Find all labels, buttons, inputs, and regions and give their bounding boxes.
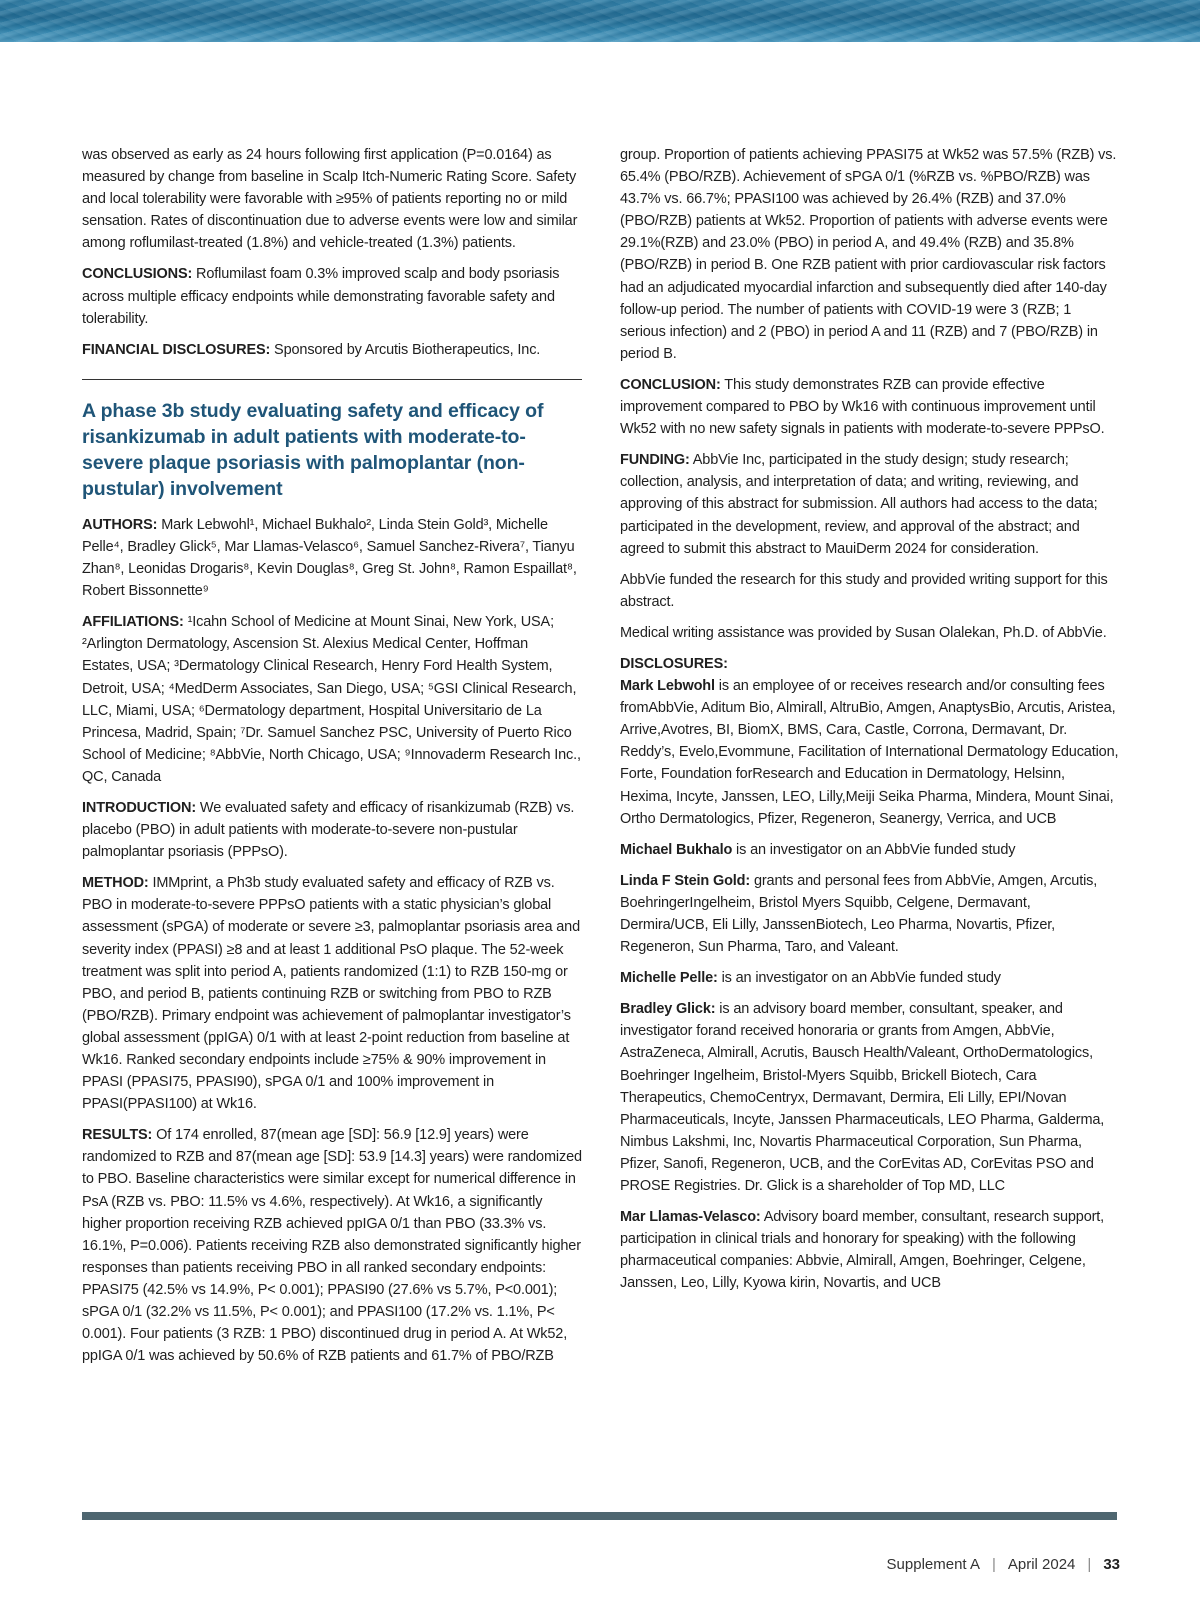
financial-disclosures: FINANCIAL DISCLOSURES: Sponsored by Arcutis Biotherapeutics, Inc.	[82, 341, 541, 358]
disclosure-pelle: Michelle Pelle: is an investigator on an AbbVie funded study	[620, 970, 1001, 987]
previous-abstract-results: was observed as early as 24 hours following first application (P=0.0164) as measured by change from baseline in Scalp Itch-Numeric Rating Score. Safety and local tolerability were favorable with ≥95% of patients reporting no or mild sensation. Rates of discontinuation due to adverse events were low and similar among roflumilast-treated (1.8%) and vehicle-treated (1.3%) patients.	[82, 147, 578, 252]
section-divider	[82, 379, 582, 380]
funding-statement: AbbVie funded the research for this study and provided writing support for this abstract.	[620, 571, 1108, 610]
funding-label: FUNDING:	[620, 452, 690, 469]
disclosures-heading: DISCLOSURES:	[620, 655, 728, 672]
bottom-rule	[82, 1512, 1117, 1520]
disclosure-bukhalo: Michael Bukhalo is an investigator on an AbbVie funded study	[620, 841, 1016, 858]
writing-assistance: Medical writing assistance was provided by Susan Olalekan, Ph.D. of AbbVie.	[620, 624, 1107, 641]
header-ocean-banner	[0, 0, 1200, 42]
disclosure-stein-gold: Linda F Stein Gold: grants and personal fees from AbbVie, Amgen, Arcutis, BoehringerIngelheim, Bristol Myers Squibb, Celgene, Dermavant, Dermira/UCB, Eli Lilly, JanssenBiotech, Leo Pharma, Novartis, Pfizer, Regeneron, Sun Pharma, Taro, and Valeant.	[620, 872, 1098, 956]
affiliations: AFFILIATIONS: ¹Icahn School of Medicine at Mount Sinai, New York, USA; ²Arlington Dermatology, Ascension St. Alexius Medical Center, Hoffman Estates, USA; ³Dermatology Clinical Research, Henry Ford Health System, Detroit, USA; ⁴MedDerm Associates, San Diego, USA; ⁵GSI Clinical Research, LLC, Miami, USA; ⁶Dermatology department, Hospital Universitario de La Princesa, Madrid, Spain; ⁷Dr. Samuel Sanchez PSC, University of Puerto Rico School of Medicine; ⁸AbbVie, North Chicago, USA; ⁹Innovaderm Research Inc., QC, Canada	[82, 614, 581, 785]
conclusion-label: CONCLUSION:	[620, 376, 721, 393]
authors-label: AUTHORS:	[82, 516, 158, 533]
financial-disclosures-label: FINANCIAL DISCLOSURES:	[82, 341, 271, 358]
left-column	[82, 144, 582, 1376]
page-footer	[887, 1556, 1120, 1573]
right-column	[620, 144, 1120, 1304]
funding: FUNDING: AbbVie Inc, participated in the study design; study research; collection, analysis, and interpretation of data; and writing, reviewing, and approving of this abstract for submission. All authors had access to the data; participated in the development, review, and approval of the abstract; and agreed to submit this abstract to MauiDerm 2024 for consideration.	[620, 452, 1098, 557]
disclosure-lebwohl: Mark Lebwohl is an employee of or receives research and/or consulting fees fromAbbVie, Aditum Bio, Almirall, AltruBio, Amgen, AnaptysBio, Arcutis, Aristea, Arrive,Avotres, BI, BiomX, BMS, Cara, Castle, Corrona, Dermavant, Dr. Reddy’s, Evelo,Evommune, Facilitation of International Dermatology Education, Forte, Foundation forResearch and Education in Dermatology, Helsinn, Hexima, Incyte, Janssen, LEO, Lilly,Meiji Seika Pharma, Mindera, Mount Sinai, Ortho Dermatologics, Pfizer, Regeneron, Seanergy, Verrica, and UCB	[620, 678, 1119, 827]
footer-separator: |	[1087, 1556, 1092, 1573]
authors: AUTHORS: Mark Lebwohl¹, Michael Bukhalo², Linda Stein Gold³, Michelle Pelle⁴, Bradley Glick⁵, Mar Llamas-Velasco⁶, Samuel Sanchez-Rivera⁷, Tianyu Zhan⁸, Leonidas Drogaris⁸, Kevin Douglas⁸, Greg St. John⁸, Ramon Espaillat⁸, Robert Bissonnette⁹	[82, 516, 577, 600]
disclosure-llamas-velasco: Mar Llamas-Velasco: Advisory board member, consultant, research support, participation in clinical trials and honorary for speaking) with the following pharmaceutical companies: Abbvie, Almirall, Amgen, Boehringer, Celgene, Janssen, Leo, Lilly, Kyowa kirin, Novartis, and UCB	[620, 1209, 1105, 1292]
introduction: INTRODUCTION: We evaluated safety and efficacy of risankizumab (RZB) vs. placebo (PBO) in adult patients with moderate-to-severe non-pustular palmoplantar psoriasis (PPPsO).	[82, 799, 575, 861]
results: RESULTS: Of 174 enrolled, 87(mean age [SD]: 56.9 [12.9] years) were randomized to RZB and 87(mean age [SD]: 53.9 [14.3] years) were randomized to PBO. Baseline characteristics were similar except for numerical difference in PsA (RZB vs. PBO: 11.5% vs 4.6%, respectively). At Wk16, a significantly higher proportion receiving RZB achieved ppIGA 0/1 than PBO (33.3% vs. 16.1%, P=0.006). Patients receiving RZB also demonstrated significantly higher responses than patients receiving PBO in all ranked secondary endpoints: PPASI75 (42.5% vs 14.9%, P< 0.001); PPASI90 (27.6% vs 5.7%, P<0.001); sPGA 0/1 (32.2% vs 11.5%, P< 0.001); and PPASI100 (17.2% vs. 1.1%, P< 0.001). Four patients (3 RZB: 1 PBO) discontinued drug in period A. At Wk52, ppIGA 0/1 was achieved by 50.6% of RZB patients and 61.7% of PBO/RZB	[82, 1127, 582, 1365]
page-number: 33	[1103, 1556, 1120, 1573]
disclosure-glick: Bradley Glick: is an advisory board member, consultant, speaker, and investigator forand received honoraria or grants from Amgen, AbbVie, AstraZeneca, Almirall, Acrutis, Bausch Health/Valeant, OrthoDermatologics, Boehringer Ingelheim, Bristol-Myers Squibb, Brickell Biotech, Cara Therapeutics, ChemoCentryx, Dermavant, Dermira, Eli Lilly, EPI/Novan Pharmaceuticals, Incyte, Janssen Pharmaceuticals, LEO Pharma, Galderma, Nimbus Lakshmi, Inc, Novartis Pharmaceutical Corporation, Sun Pharma, Pfizer, Sanofi, Regeneron, UCB, and the CorEvitas AD, CorEvitas PSO and PROSE Registries. Dr. Glick is a shareholder of Top MD, LLC	[620, 1001, 1105, 1195]
footer-date: April 2024	[1007, 1556, 1076, 1573]
introduction-label: INTRODUCTION:	[82, 799, 197, 816]
previous-abstract-conclusions: CONCLUSIONS: Roflumilast foam 0.3% improved scalp and body psoriasis across multiple efficacy endpoints while demonstrating favorable safety and tolerability.	[82, 266, 560, 327]
affiliations-label: AFFILIATIONS:	[82, 614, 184, 631]
footer-supplement: Supplement A	[886, 1556, 980, 1573]
conclusions-label: CONCLUSIONS:	[82, 266, 193, 283]
conclusion: CONCLUSION: This study demonstrates RZB can provide effective improvement compared to PBO by Wk16 with continuous improvement until Wk52 with no new safety signals in patients with moderate-to-severe PPPsO.	[620, 376, 1105, 438]
results-label: RESULTS:	[82, 1127, 153, 1144]
results-continued: group. Proportion of patients achieving PPASI75 at Wk52 was 57.5% (RZB) vs. 65.4% (PBO/RZB). Achievement of sPGA 0/1 (%RZB vs. %PBO/RZB) was 43.7% vs. 66.7%; PPASI100 was achieved by 26.4% (RZB) and 37.0% (PBO/RZB) patients at Wk52. Proportion of patients with adverse events were 29.1%(RZB) and 23.0% (PBO) in period A, and 49.4% (RZB) and 35.8% (PBO/RZB) in period B. One RZB patient with prior cardiovascular risk factors had an adjudicated myocardial infarction and subsequently died after 140-day follow-up period. The number of patients with COVID-19 were 3 (RZB; 1 serious infection) and 2 (PBO) in period A and 11 (RZB) and 7 (PBO/RZB) in period B.	[620, 147, 1117, 362]
method-label: METHOD:	[82, 875, 149, 892]
footer-separator: |	[991, 1556, 996, 1573]
method: METHOD: IMMprint, a Ph3b study evaluated safety and efficacy of RZB vs. PBO in moderate-to-severe PPPsO patients with a static physician’s global assessment (sPGA) of moderate or severe ≥3, palmoplantar psoriasis area and severity index (PPASI) ≥8 and at least 1 additional PsO plaque. The 52-week treatment was split into period A, patients randomized (1:1) to RZB 150-mg or PBO, and period B, patients continuing RZB or switching from PBO to RZB (PBO/RZB). Primary endpoint was achievement of palmoplantar investigator’s global assessment (ppIGA) 0/1 with at least 2-point reduction from baseline at Wk16. Ranked secondary endpoints include ≥75% & 90% improvement in PPASI (PPASI75, PPASI90), sPGA 0/1 and 100% improvement in PPASI(PPASI100) at Wk16.	[82, 875, 580, 1113]
abstract-title: A phase 3b study evaluating safety and efficacy of risankizumab in adult patients with moderate-to-severe plaque psoriasis with palmoplantar (non-pustular) involvement	[82, 399, 544, 500]
